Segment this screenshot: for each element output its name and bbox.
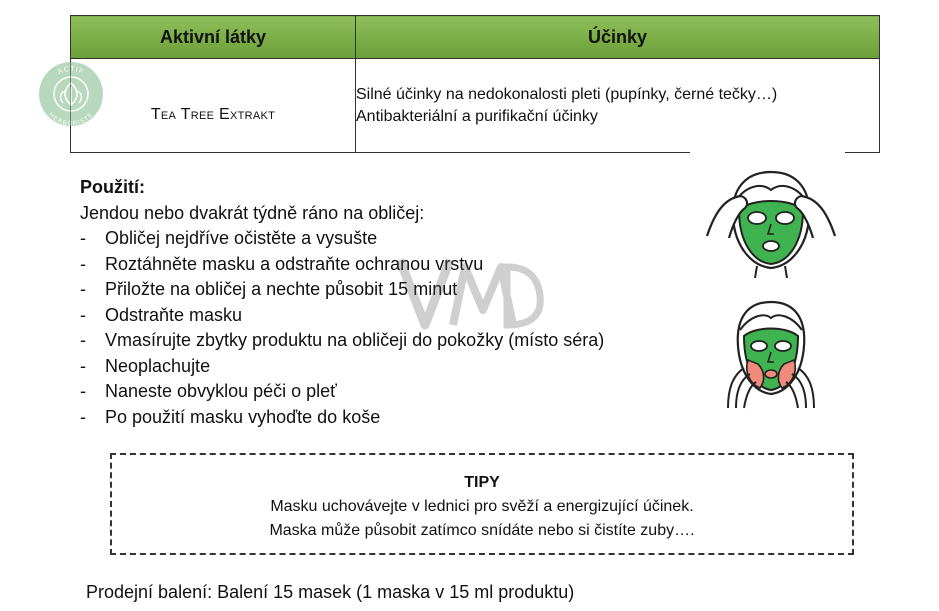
ingredients-table [70,15,880,153]
usage-intro: Jendou nebo dvakrát týdně ráno na obličej: [80,202,425,223]
massage-face-icon [722,298,820,410]
usage-step: - Naneste obvyklou péči o pleť [80,379,604,405]
usage-step: - Odstraňte masku [80,303,604,329]
usage-step: - Neoplachujte [80,354,604,380]
tips-line: Maska může působit zatímco snídáte nebo si čistíte zuby…. [269,522,695,539]
usage-step: - Přiložte na obličej a nechte působit 15 minut [80,277,604,303]
seal-top-text: ACTIF [56,65,86,77]
usage-title: Použití: [80,177,145,197]
border-gap [690,151,845,157]
usage-step: - Po použití masku vyhoďte do koše [80,405,604,431]
ingredient-name: Tea Tree Extrakt [71,59,356,153]
actif-herboriste-seal-icon [38,61,104,127]
table-header-active-substances: Aktivní látky [71,16,356,59]
table-header-row [71,16,880,59]
vmd-watermark-icon [395,255,545,335]
effect-line: Silné účinky na nedokonalosti pleti (pupínky, černé tečky…) [356,85,778,103]
usage-step: - Vmasírujte zbytky produktu na obličeji do pokožky (místo séra) [80,328,604,354]
mask-application-face-icon [705,168,837,278]
tips-box [110,453,854,555]
table-row [71,59,880,153]
effects-cell [356,59,880,153]
tips-title: TIPY [464,474,500,491]
usage-step: - Obličej nejdříve očistěte a vysušte [80,226,604,252]
table-header-effects: Účinky [356,16,880,59]
usage-step: - Roztáhněte masku a odstraňte ochranou vrstvu [80,252,604,278]
tips-line: Masku uchovávejte v lednici pro svěží a energizující účinek. [270,498,694,515]
package-info: Prodejní balení: Balení 15 masek (1 maska v 15 ml produktu) [86,582,575,602]
seal-bottom-text: HERBORISTE [47,111,95,127]
effect-line: Antibakteriální a purifikační účinky [356,107,598,125]
